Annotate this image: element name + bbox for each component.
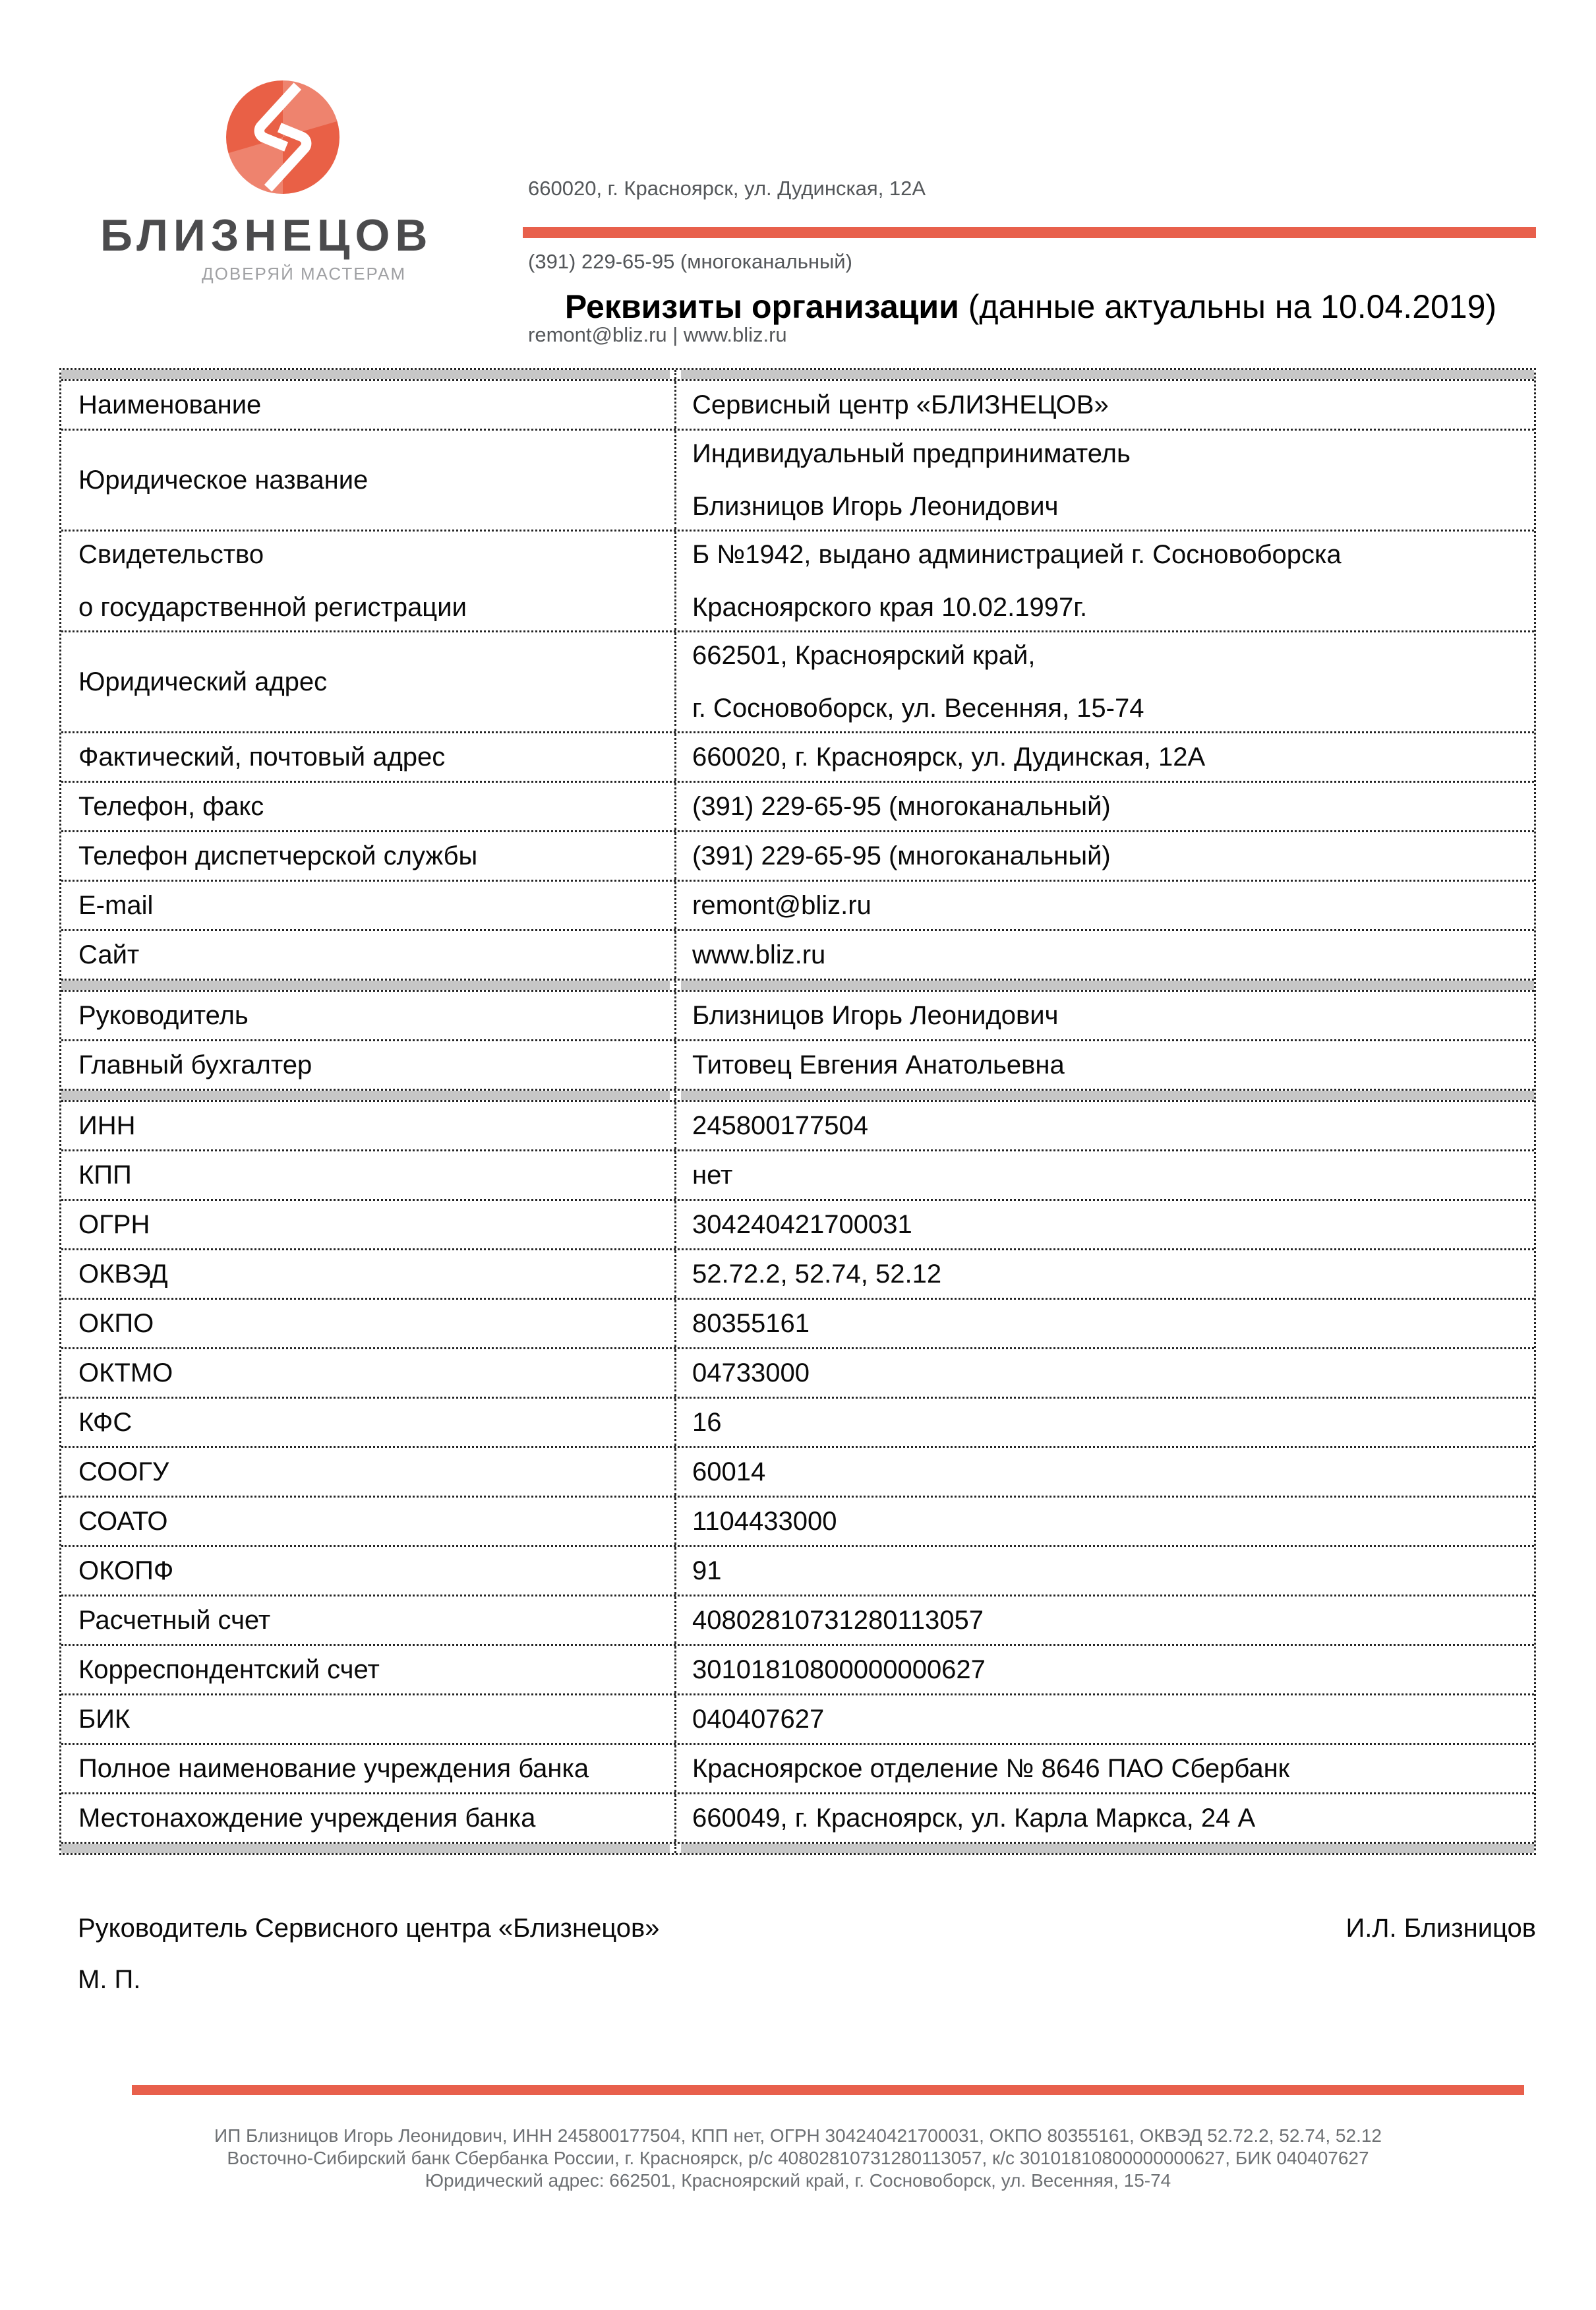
table-row: [61, 1149, 1534, 1199]
table-row: [61, 1693, 1534, 1743]
footer-line-bank: Восточно-Сибирский банк Сбербанка России, г. Красноярск, р/с 40802810731280113057, к/с 30101810800000000627, БИК 040407627: [227, 2148, 1369, 2168]
row-label: Корреспондентский счет: [78, 1655, 380, 1684]
row-value-cell: [676, 1151, 1534, 1199]
table-row: [61, 630, 1534, 731]
table-row: [61, 530, 1534, 630]
row-label-cell: [61, 1547, 676, 1595]
row-value-cell: [676, 1448, 1534, 1496]
band-gray-fill: [61, 370, 670, 379]
row-value: 91: [692, 1556, 722, 1585]
table-row: [61, 880, 1534, 929]
row-value-cell: [676, 1041, 1534, 1089]
table-row: [61, 1644, 1534, 1693]
row-label: Фактический, почтовый адрес: [78, 743, 446, 772]
row-value: 660049, г. Красноярск, ул. Карла Маркса, 24 А: [692, 1804, 1256, 1833]
row-value-cell: [676, 381, 1534, 429]
row-value-cell: [676, 931, 1534, 979]
row-label: Наименование: [78, 390, 262, 419]
row-value: Титовец Евгения Анатольевна: [692, 1050, 1065, 1079]
page-title-main: Реквизиты организации: [564, 288, 959, 325]
row-label-cell: [61, 1250, 676, 1298]
band-cell: [676, 1844, 1534, 1853]
row-value: 16: [692, 1408, 722, 1437]
row-value: Б №1942, выдано администрацией г. Сосновоборска: [692, 540, 1342, 569]
row-value-cell: [676, 1547, 1534, 1595]
contact-phone: (391) 229-65-95 (многоканальный): [528, 250, 852, 273]
band-cell: [676, 370, 1534, 379]
table-row: [61, 1792, 1534, 1842]
row-label-cell: [61, 992, 676, 1039]
page-title-note: (данные актуальны на 10.04.2019): [959, 288, 1497, 325]
row-label: СОАТО: [78, 1507, 168, 1536]
row-value-cell: [676, 1695, 1534, 1743]
row-value: 04733000: [692, 1358, 810, 1387]
table-row: [61, 990, 1534, 1039]
row-value: (391) 229-65-95 (многоканальный): [692, 841, 1111, 870]
row-label: КПП: [78, 1161, 132, 1190]
table-row: [61, 1298, 1534, 1347]
row-label: КФС: [78, 1408, 133, 1437]
band-gray-fill: [681, 1091, 1534, 1100]
table-row: [61, 379, 1534, 429]
signature-position: Руководитель Сервисного центра «Близнецов»: [78, 1914, 660, 1943]
band-gray-fill: [681, 370, 1534, 379]
table-section-band: [61, 370, 1534, 379]
row-value: remont@bliz.ru: [692, 891, 872, 920]
row-value-cell: [676, 1646, 1534, 1693]
row-value-cell: [676, 1399, 1534, 1446]
page-title: [524, 288, 1537, 326]
table-row: [61, 1743, 1534, 1792]
row-value-cell: [676, 992, 1534, 1039]
row-value: www.bliz.ru: [692, 940, 826, 969]
row-value: (391) 229-65-95 (многоканальный): [692, 792, 1111, 821]
contact-email-site: remont@bliz.ru | www.bliz.ru: [528, 323, 787, 346]
row-label-cell: [61, 532, 676, 630]
table-row: [61, 929, 1534, 979]
row-value-cell: [676, 733, 1534, 781]
row-label: Телефон диспетчерской службы: [78, 841, 478, 870]
signature-name: И.Л. Близницов: [1345, 1914, 1536, 1943]
row-value: 304240421700031: [692, 1210, 912, 1239]
footer-divider-rule: [132, 2085, 1524, 2095]
row-value: Сервисный центр «БЛИЗНЕЦОВ»: [692, 390, 1109, 419]
table-row: [61, 1595, 1534, 1644]
row-value-cell: [676, 1498, 1534, 1545]
row-value: 662501, Красноярский край,: [692, 641, 1036, 670]
row-label-cell: [61, 931, 676, 979]
row-label-cell: [61, 832, 676, 880]
table-row: [61, 781, 1534, 830]
table-row: [61, 1545, 1534, 1595]
table-row: [61, 1347, 1534, 1397]
row-label-cell: [61, 1745, 676, 1792]
row-value: 040407627: [692, 1705, 825, 1734]
row-label-cell: [61, 1498, 676, 1545]
row-value-cell: [676, 1201, 1534, 1248]
row-label: Главный бухгалтер: [78, 1050, 312, 1079]
row-value-cell: [676, 832, 1534, 880]
row-value: Красноярское отделение № 8646 ПАО Сбербанк: [692, 1754, 1290, 1783]
row-value: 60014: [692, 1457, 766, 1486]
row-value-cell: [676, 783, 1534, 830]
row-label-cell: [61, 1201, 676, 1248]
row-label: Расчетный счет: [78, 1606, 271, 1635]
table-row: [61, 1496, 1534, 1545]
table-section-band: [61, 979, 1534, 990]
row-value: Близницов Игорь Леонидович: [692, 492, 1059, 521]
row-value-cell: [676, 1596, 1534, 1644]
row-value: 30101810800000000627: [692, 1655, 986, 1684]
brand-tagline: ДОВЕРЯЙ МАСТЕРАМ: [202, 264, 407, 284]
row-label-cell: [61, 1151, 676, 1199]
table-row: [61, 429, 1534, 530]
row-value-cell: [676, 431, 1534, 530]
row-label: БИК: [78, 1705, 131, 1734]
header-divider-rule: [523, 227, 1536, 238]
band-gray-fill: [61, 1091, 670, 1100]
row-value: Близницов Игорь Леонидович: [692, 1001, 1059, 1030]
row-value-cell: [676, 1794, 1534, 1842]
contact-address: 660020, г. Красноярск, ул. Дудинская, 12А: [528, 177, 926, 200]
row-label-cell: [61, 381, 676, 429]
row-label: о государственной регистрации: [78, 593, 467, 622]
row-value: 1104433000: [692, 1507, 837, 1536]
brand-name: БЛИЗНЕЦОВ: [100, 210, 433, 260]
signature-row: [78, 1914, 1536, 1943]
row-value: 245800177504: [692, 1111, 868, 1140]
band-cell: [676, 981, 1534, 990]
row-value: 660020, г. Красноярск, ул. Дудинская, 12А: [692, 743, 1206, 772]
row-label-cell: [61, 1695, 676, 1743]
row-value-cell: [676, 882, 1534, 929]
row-label: ИНН: [78, 1111, 136, 1140]
table-row: [61, 1100, 1534, 1149]
row-label: Местонахождение учреждения банка: [78, 1804, 536, 1833]
row-label-cell: [61, 431, 676, 530]
row-label: СООГУ: [78, 1457, 169, 1486]
row-value: Индивидуальный предприниматель: [692, 439, 1131, 468]
row-label: ОКПО: [78, 1309, 154, 1338]
table-section-band: [61, 1089, 1534, 1100]
row-label-cell: [61, 1041, 676, 1089]
row-value: 40802810731280113057: [692, 1606, 984, 1635]
band-gray-fill: [61, 1844, 670, 1853]
row-label-cell: [61, 1300, 676, 1347]
band-gray-fill: [61, 981, 670, 990]
row-label-cell: [61, 1448, 676, 1496]
row-label: E-mail: [78, 891, 154, 920]
row-label-cell: [61, 882, 676, 929]
row-value: Красноярского края 10.02.1997г.: [692, 593, 1088, 622]
row-label: ОГРН: [78, 1210, 150, 1239]
footer-line-company: ИП Близницов Игорь Леонидович, ИНН 245800177504, КПП нет, ОГРН 304240421700031, ОКПО 80355161, ОКВЭД 52.72.2, 52.74, 52.12: [214, 2125, 1382, 2146]
table-row: [61, 1446, 1534, 1496]
row-label: ОКОПФ: [78, 1556, 174, 1585]
row-value-cell: [676, 1300, 1534, 1347]
stamp-placeholder: М. П.: [78, 1965, 141, 1994]
row-value-cell: [676, 1102, 1534, 1149]
row-label: Юридический адрес: [78, 667, 328, 696]
row-label-cell: [61, 1794, 676, 1842]
row-value-cell: [676, 532, 1534, 630]
row-label: Полное наименование учреждения банка: [78, 1754, 589, 1783]
band-cell: [61, 1844, 676, 1853]
row-value-cell: [676, 1745, 1534, 1792]
band-gray-fill: [681, 1844, 1534, 1853]
table-row: [61, 1199, 1534, 1248]
row-label: Сайт: [78, 940, 140, 969]
table-row: [61, 1397, 1534, 1446]
row-value: нет: [692, 1161, 733, 1190]
requisites-table: [59, 368, 1536, 1855]
table-row: [61, 1039, 1534, 1089]
row-label-cell: [61, 1349, 676, 1397]
table-row: [61, 830, 1534, 880]
row-label-cell: [61, 1102, 676, 1149]
row-label-cell: [61, 1596, 676, 1644]
row-label-cell: [61, 1646, 676, 1693]
gemini-twins-icon: [226, 80, 340, 194]
band-cell: [61, 981, 676, 990]
band-gray-fill: [681, 981, 1534, 990]
row-label: Руководитель: [78, 1001, 249, 1030]
table-section-band: [61, 1842, 1534, 1853]
band-cell: [61, 370, 676, 379]
row-label: ОКВЭД: [78, 1260, 168, 1289]
footer-line-address: Юридический адрес: 662501, Красноярский край, г. Сосновоборск, ул. Весенняя, 15-74: [425, 2170, 1171, 2191]
band-cell: [61, 1091, 676, 1100]
row-label: ОКТМО: [78, 1358, 173, 1387]
row-label: Телефон, факс: [78, 792, 264, 821]
row-label-cell: [61, 733, 676, 781]
row-value: 80355161: [692, 1309, 810, 1338]
row-value-cell: [676, 1250, 1534, 1298]
row-value-cell: [676, 1349, 1534, 1397]
table-row: [61, 1248, 1534, 1298]
row-label: Свидетельство: [78, 540, 264, 569]
table-row: [61, 731, 1534, 781]
band-cell: [676, 1091, 1534, 1100]
header-contact-block: [528, 127, 926, 396]
row-label-cell: [61, 632, 676, 731]
footer-requisites-block: [0, 2125, 1596, 2192]
row-label: Юридическое название: [78, 466, 369, 495]
row-value: 52.72.2, 52.74, 52.12: [692, 1260, 942, 1289]
row-value-cell: [676, 632, 1534, 731]
row-label-cell: [61, 783, 676, 830]
row-value: г. Сосновоборск, ул. Весенняя, 15-74: [692, 694, 1144, 723]
row-label-cell: [61, 1399, 676, 1446]
